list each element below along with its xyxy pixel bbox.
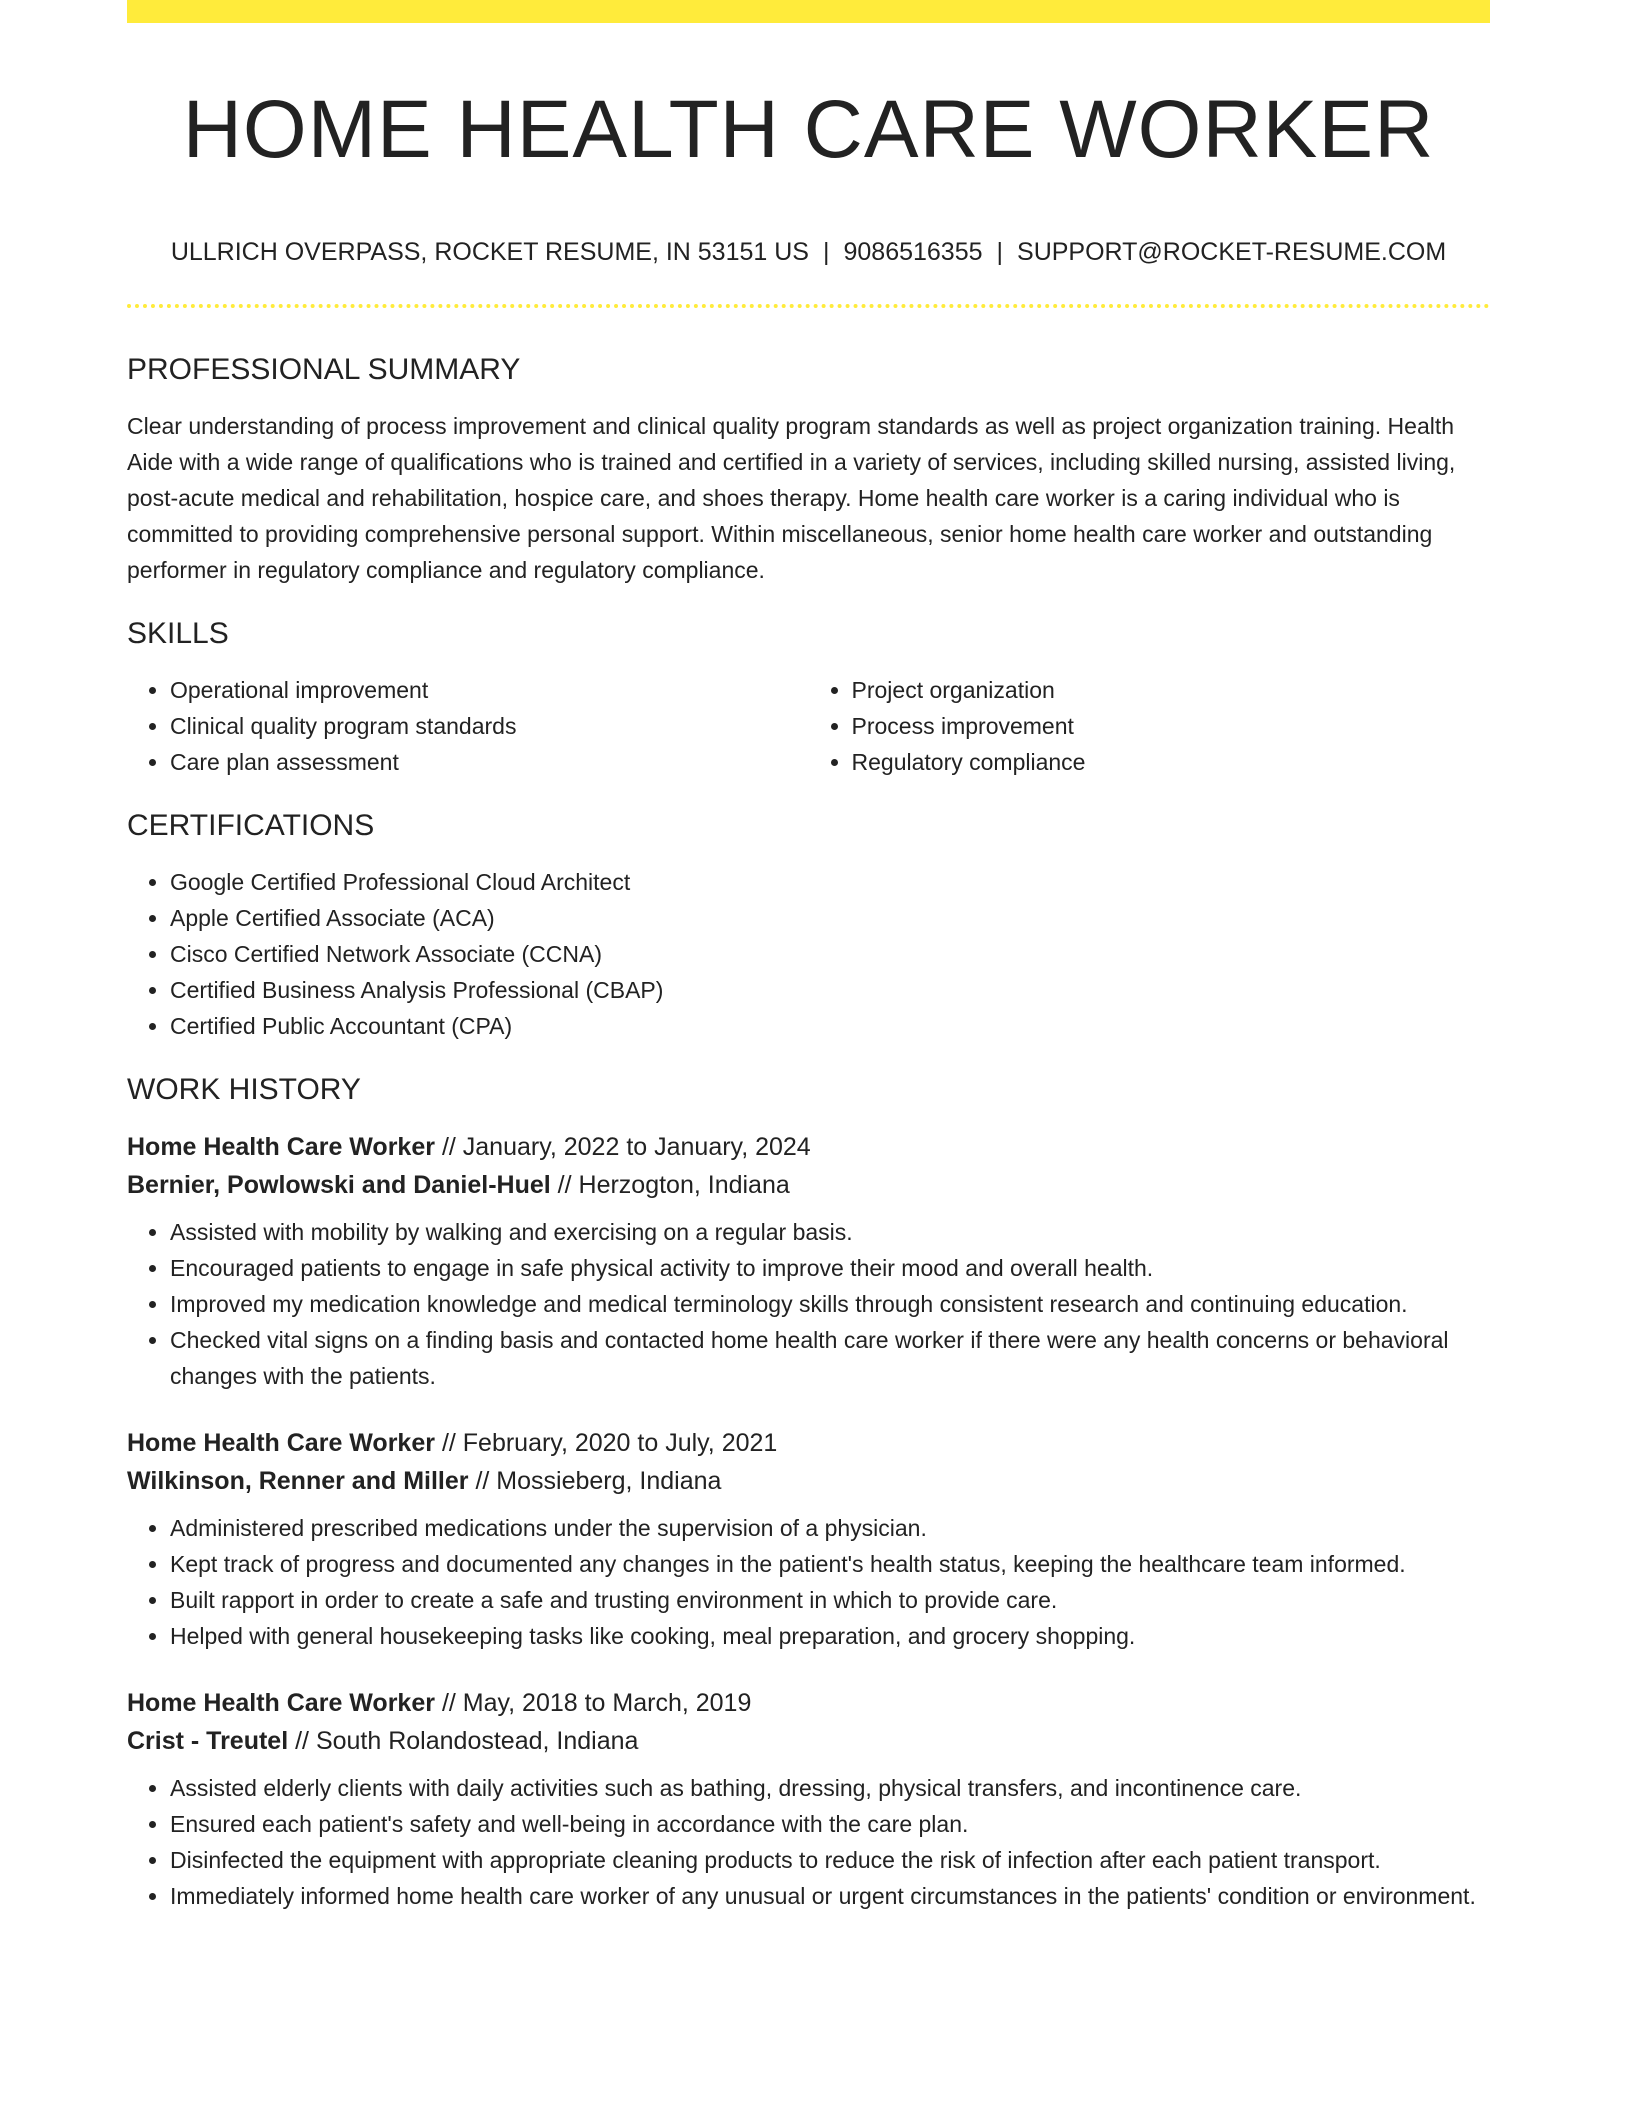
work-history-heading: WORK HISTORY <box>127 1073 361 1106</box>
summary-section <box>127 350 1490 588</box>
job-location: // Mossieberg, Indiana <box>475 1467 722 1495</box>
job-company: Crist - Treutel <box>127 1727 289 1755</box>
skill-item: • Operational improvement <box>170 672 809 708</box>
job-role-line <box>127 1424 1490 1462</box>
certifications-heading: CERTIFICATIONS <box>127 809 375 842</box>
resume-title: HOME HEALTH CARE WORKER <box>182 84 1435 175</box>
job-bullet: • Immediately informed home health care worker of any unusual or urgent circumstances in the patients' condition or environment. <box>170 1878 1490 1914</box>
skill-item: • Process improvement <box>852 708 1491 744</box>
job-company-line <box>127 1722 1490 1760</box>
resume-body <box>127 350 1490 1944</box>
job-bullet: • Improved my medication knowledge and medical terminology skills through consistent research and continuing education. <box>170 1286 1490 1322</box>
certification-item: • Google Certified Professional Cloud Architect <box>170 864 1490 900</box>
job-bullet: • Encouraged patients to engage in safe physical activity to improve their mood and overall health. <box>170 1250 1490 1286</box>
job-company: Wilkinson, Renner and Miller <box>127 1467 469 1495</box>
skill-item: • Clinical quality program standards <box>170 708 809 744</box>
job-entry <box>127 1684 1490 1914</box>
contact-separator: | <box>996 238 1004 266</box>
job-company-line <box>127 1462 1490 1500</box>
job-bullet: • Administered prescribed medications under the supervision of a physician. <box>170 1510 1490 1546</box>
job-bullets <box>127 1770 1490 1914</box>
skills-heading: SKILLS <box>127 617 229 650</box>
job-bullet: • Assisted with mobility by walking and exercising on a regular basis. <box>170 1214 1490 1250</box>
skills-column-left <box>127 672 809 780</box>
job-location: // South Rolandostead, Indiana <box>295 1727 639 1755</box>
job-role: Home Health Care Worker <box>127 1133 435 1161</box>
job-bullet: • Disinfected the equipment with appropriate cleaning products to reduce the risk of infection after each patient transport. <box>170 1842 1490 1878</box>
contact-email: SUPPORT@ROCKET-RESUME.COM <box>1017 238 1447 266</box>
job-role: Home Health Care Worker <box>127 1689 435 1717</box>
job-bullet: • Ensured each patient's safety and well-being in accordance with the care plan. <box>170 1806 1490 1842</box>
skill-item: • Regulatory compliance <box>852 744 1491 780</box>
job-bullets <box>127 1214 1490 1394</box>
job-company: Bernier, Powlowski and Daniel-Huel <box>127 1171 551 1199</box>
skills-columns <box>127 672 1490 780</box>
job-dates: // May, 2018 to March, 2019 <box>441 1689 752 1717</box>
certifications-list <box>127 864 1490 1044</box>
job-bullets <box>127 1510 1490 1654</box>
certifications-section <box>127 806 1490 1044</box>
job-company-line <box>127 1166 1490 1204</box>
job-role-line <box>127 1684 1490 1722</box>
contact-line <box>127 234 1490 270</box>
job-dates: // January, 2022 to January, 2024 <box>441 1133 811 1161</box>
contact-phone: 9086516355 <box>843 238 983 266</box>
job-role-line <box>127 1128 1490 1166</box>
job-bullet: • Assisted elderly clients with daily activities such as bathing, dressing, physical transfers, and incontinence care. <box>170 1770 1490 1806</box>
job-role: Home Health Care Worker <box>127 1429 435 1457</box>
job-bullet: • Checked vital signs on a finding basis and contacted home health care worker if there were any health concerns or behavioral changes with the patients. <box>170 1322 1490 1394</box>
job-bullet: • Built rapport in order to create a safe and trusting environment in which to provide care. <box>170 1582 1490 1618</box>
certification-item: • Cisco Certified Network Associate (CCNA) <box>170 936 1490 972</box>
skill-item: • Care plan assessment <box>170 744 809 780</box>
dotted-divider <box>127 304 1490 308</box>
certification-item: • Apple Certified Associate (ACA) <box>170 900 1490 936</box>
skills-section <box>127 614 1490 780</box>
job-bullet: • Kept track of progress and documented any changes in the patient's health status, keeping the healthcare team informed. <box>170 1546 1490 1582</box>
job-bullet: • Helped with general housekeeping tasks like cooking, meal preparation, and grocery shopping. <box>170 1618 1490 1654</box>
job-entry <box>127 1424 1490 1654</box>
job-location: // Herzogton, Indiana <box>557 1171 790 1199</box>
contact-address: ULLRICH OVERPASS, ROCKET RESUME, IN 53151 US <box>170 238 809 266</box>
accent-top-bar <box>127 0 1490 23</box>
summary-heading: PROFESSIONAL SUMMARY <box>127 353 521 386</box>
certification-item: • Certified Business Analysis Professional (CBAP) <box>170 972 1490 1008</box>
skill-item: • Project organization <box>852 672 1491 708</box>
contact-separator: | <box>822 238 830 266</box>
work-history-section <box>127 1070 1490 1914</box>
job-entry <box>127 1128 1490 1394</box>
job-dates: // February, 2020 to July, 2021 <box>441 1429 778 1457</box>
skills-column-right <box>809 672 1491 780</box>
certification-item: • Certified Public Accountant (CPA) <box>170 1008 1490 1044</box>
summary-text: Clear understanding of process improvement and clinical quality program standards as well as project organization training. Health Aide with a wide range of qualifications who is trained and certified in a variety of services, including skilled nursing, assisted living, post-acute medical and rehabilitation, hospice care, and shoes therapy. Home health care worker is a caring individual who is committed to providing comprehensive personal support. Within miscellaneous, senior home health care worker and outstanding performer in regulatory compliance and regulatory compliance. <box>127 413 1456 583</box>
